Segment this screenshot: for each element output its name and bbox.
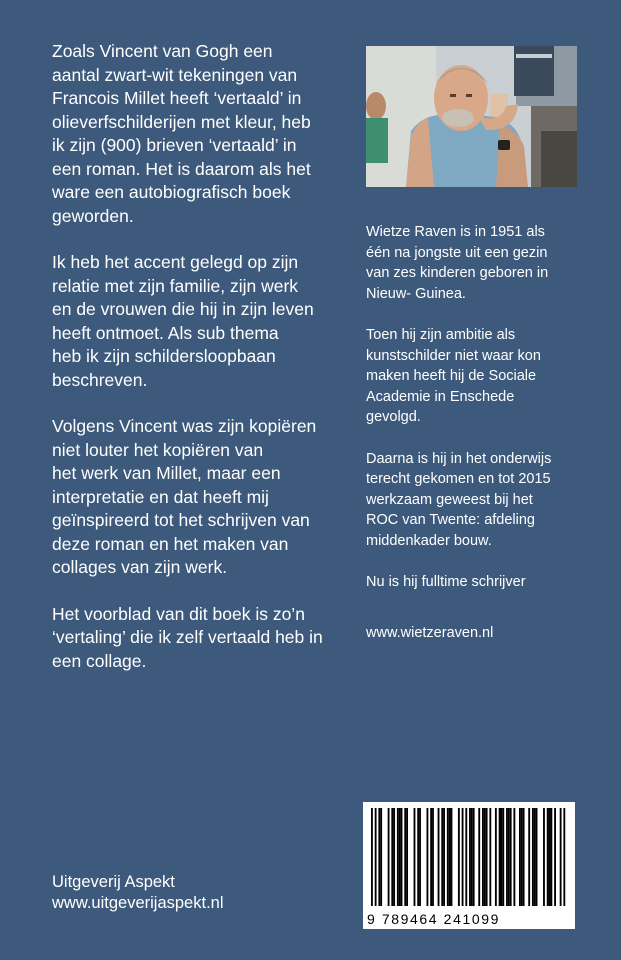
- intro-paragraph-2: Ik heb het accent gelegd op zijn relatie met zijn familie, zijn werk en de vrouwen die hij in zijn leven heeft ontmoet. Als sub thema heb ik zijn schildersloopbaan beschreven.: [52, 252, 314, 390]
- barcode-bars: [363, 802, 575, 929]
- barcode-bar: [495, 808, 497, 906]
- author-bio-text: [366, 222, 591, 664]
- barcode-bar: [443, 808, 445, 906]
- barcode-bar: [414, 808, 416, 906]
- bio-paragraph-4: Nu is hij fulltime schrijver: [366, 574, 526, 590]
- barcode-bar: [391, 808, 393, 906]
- barcode-bar: [547, 808, 549, 906]
- bio-paragraph-3: Daarna is hij in het onderwijs terecht gekomen en tot 2015 werkzaam geweest bij het ROC van Twente: afdeling middenkader bouw.: [366, 450, 552, 549]
- barcode-bar: [536, 808, 538, 906]
- barcode-bar: [469, 808, 471, 906]
- barcode-bar: [534, 808, 536, 906]
- barcode-bar: [510, 808, 512, 906]
- barcode-bar: [406, 808, 408, 906]
- barcode-bar: [554, 808, 556, 906]
- barcode-bar: [519, 808, 521, 906]
- intro-paragraph-3: Volgens Vincent was zijn kopiëren niet louter het kopiëren van het werk van Millet, maar een interpretatie en dat heeft mij geïnspireerd tot het schrijven van deze roman en het maken van collages van zijn werk.: [52, 416, 317, 577]
- barcode-bar: [401, 808, 403, 906]
- barcode-bar: [465, 808, 467, 906]
- barcode-bar: [550, 808, 552, 906]
- barcode-bar: [521, 808, 523, 906]
- barcode-bar: [489, 808, 491, 906]
- barcode-bar: [375, 808, 377, 906]
- barcode-bar: [462, 808, 464, 906]
- barcode-bar: [478, 808, 480, 906]
- publisher-info: [52, 872, 224, 914]
- isbn-barcode: [363, 802, 575, 929]
- barcode-bar: [484, 808, 486, 906]
- barcode-bar: [393, 808, 395, 906]
- barcode-bar: [528, 808, 530, 906]
- barcode-bar: [501, 808, 503, 906]
- barcode-bar: [523, 808, 525, 906]
- author-website-link[interactable]: www.wietzeraven.nl: [366, 624, 494, 641]
- bio-paragraph-2: Toen hij zijn ambitie als kunstschilder niet waar kon maken heeft hij de Sociale Academie in Enschede gevolgd.: [366, 327, 541, 425]
- barcode-bar: [543, 808, 545, 906]
- author-photo: [366, 46, 577, 187]
- barcode-bar: [399, 808, 401, 906]
- barcode-bar: [499, 808, 501, 906]
- barcode-bar: [447, 808, 449, 906]
- author-intro-text: [52, 40, 342, 696]
- barcode-bar: [502, 808, 504, 906]
- barcode-bar: [532, 808, 534, 906]
- barcode-bar: [419, 808, 421, 906]
- isbn-number: 9 789464 241099: [367, 911, 500, 927]
- publisher-website-link[interactable]: www.uitgeverijaspekt.nl: [52, 894, 224, 912]
- barcode-bar: [441, 808, 443, 906]
- intro-paragraph-4: Het voorblad van dit boek is zo’n ‘vertaling’ die ik zelf vertaald heb in een collage.: [52, 603, 323, 671]
- intro-paragraph-1: Zoals Vincent van Gogh een aantal zwart-wit tekeningen van Francois Millet heeft ‘vertaald’ in olieverfschilderijen met kleur, heb ik zijn (900) brieven ‘vertaald’ in een roman. Het is daarom als het ware een autobiografisch boek geworden.: [52, 41, 311, 226]
- barcode-bar: [473, 808, 475, 906]
- barcode-bar: [417, 808, 419, 906]
- barcode-bar: [486, 808, 488, 906]
- barcode-bar: [506, 808, 508, 906]
- barcode-bar: [430, 808, 432, 906]
- barcode-bar: [482, 808, 484, 906]
- barcode-bar: [458, 808, 460, 906]
- barcode-bar: [451, 808, 453, 906]
- barcode-bar: [513, 808, 515, 906]
- bio-paragraph-1: Wietze Raven is in 1951 als één na jongste uit een gezin van zes kinderen geboren in Nieuw- Guinea.: [366, 224, 549, 302]
- barcode-bar: [508, 808, 510, 906]
- barcode-bar: [449, 808, 451, 906]
- barcode-bar: [388, 808, 390, 906]
- barcode-bar: [563, 808, 565, 906]
- barcode-bar: [549, 808, 551, 906]
- barcode-bar: [560, 808, 562, 906]
- barcode-bar: [432, 808, 434, 906]
- barcode-bar: [380, 808, 382, 906]
- author-photo-illustration: [366, 46, 577, 187]
- barcode-bar: [378, 808, 380, 906]
- barcode-bar: [397, 808, 399, 906]
- barcode-bar: [438, 808, 440, 906]
- barcode-bar: [371, 808, 373, 906]
- publisher-name: Uitgeverij Aspekt: [52, 873, 175, 891]
- barcode-bar: [404, 808, 406, 906]
- barcode-bar: [427, 808, 429, 906]
- barcode-bar: [471, 808, 473, 906]
